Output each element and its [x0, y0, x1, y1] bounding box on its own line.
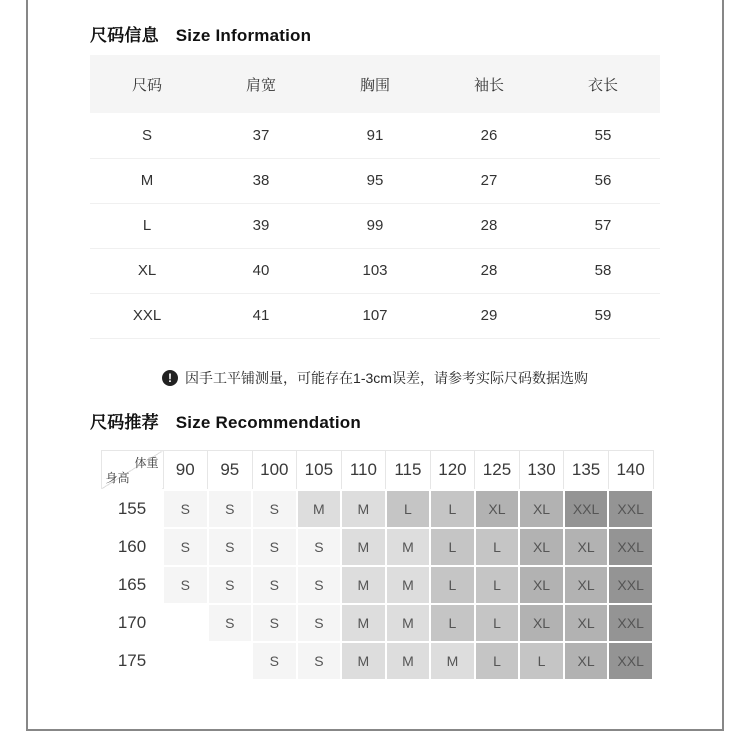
- height-row-header: 175: [101, 642, 163, 680]
- recommended-size-cell: M: [386, 642, 431, 680]
- size-recommendation-header-row: [101, 451, 653, 490]
- info-measure-cell: 107: [318, 293, 432, 338]
- size-recommendation-title-zh: 尺码推荐: [90, 413, 159, 432]
- info-measure-cell: 29: [432, 293, 546, 338]
- recommended-size-cell: S: [208, 566, 253, 604]
- info-column-header: 尺码: [90, 55, 204, 113]
- weight-column-header: 130: [519, 451, 564, 490]
- size-recommendation-table-header: [101, 451, 653, 490]
- recommended-size-cell: XXL: [608, 490, 653, 528]
- recommended-size-cell: M: [341, 642, 386, 680]
- info-size-cell: M: [90, 158, 204, 203]
- recommended-size-cell: L: [386, 490, 431, 528]
- recommended-size-cell: L: [475, 604, 520, 642]
- recommended-size-cell: M: [430, 642, 475, 680]
- height-row-header: 155: [101, 490, 163, 528]
- recommended-size-cell: L: [430, 490, 475, 528]
- weight-column-header: 100: [252, 451, 297, 490]
- recommended-size-cell: L: [475, 566, 520, 604]
- info-measure-cell: 38: [204, 158, 318, 203]
- exclamation-circle-icon: !: [162, 370, 178, 386]
- recommended-size-cell: XL: [519, 604, 564, 642]
- weight-column-header: 135: [564, 451, 609, 490]
- info-measure-cell: 95: [318, 158, 432, 203]
- weight-column-header: 115: [386, 451, 431, 490]
- info-column-header: 胸围: [318, 55, 432, 113]
- info-table-row: [90, 293, 660, 338]
- recommended-size-cell: XL: [564, 528, 609, 566]
- recommendation-row: [101, 604, 653, 642]
- info-measure-cell: 91: [318, 113, 432, 158]
- height-row-header: 160: [101, 528, 163, 566]
- height-row-header: 170: [101, 604, 163, 642]
- info-column-header: 肩宽: [204, 55, 318, 113]
- empty-size-cell: [163, 642, 208, 680]
- info-table-row: [90, 248, 660, 293]
- info-measure-cell: 39: [204, 203, 318, 248]
- recommended-size-cell: XL: [519, 566, 564, 604]
- recommended-size-cell: L: [519, 642, 564, 680]
- recommended-size-cell: S: [163, 528, 208, 566]
- info-measure-cell: 27: [432, 158, 546, 203]
- recommendation-row: [101, 566, 653, 604]
- info-measure-cell: 28: [432, 248, 546, 293]
- info-size-cell: XXL: [90, 293, 204, 338]
- weight-column-header: 90: [163, 451, 208, 490]
- info-measure-cell: 37: [204, 113, 318, 158]
- recommended-size-cell: M: [386, 604, 431, 642]
- recommended-size-cell: S: [208, 490, 253, 528]
- height-row-header: 165: [101, 566, 163, 604]
- size-information-table-header: [90, 55, 660, 113]
- recommended-size-cell: XL: [564, 604, 609, 642]
- recommended-size-cell: XXL: [608, 566, 653, 604]
- recommended-size-cell: L: [430, 566, 475, 604]
- measurement-note-text: 因手工平铺测量，可能存在1-3cm误差，请参考实际尺码数据选购: [185, 370, 588, 386]
- recommended-size-cell: L: [430, 528, 475, 566]
- empty-size-cell: [208, 642, 253, 680]
- recommended-size-cell: XL: [564, 642, 609, 680]
- corner-cell: [101, 451, 163, 490]
- recommended-size-cell: XL: [564, 566, 609, 604]
- info-measure-cell: 26: [432, 113, 546, 158]
- recommended-size-cell: S: [163, 490, 208, 528]
- info-measure-cell: 28: [432, 203, 546, 248]
- recommended-size-cell: S: [297, 642, 342, 680]
- size-information-table-body: [90, 113, 660, 338]
- weight-axis-label: 体重: [134, 456, 159, 470]
- recommended-size-cell: L: [475, 642, 520, 680]
- recommended-size-cell: M: [341, 566, 386, 604]
- recommended-size-cell: S: [252, 528, 297, 566]
- recommended-size-cell: M: [341, 604, 386, 642]
- recommended-size-cell: S: [297, 566, 342, 604]
- recommended-size-cell: XL: [519, 528, 564, 566]
- info-measure-cell: 59: [546, 293, 660, 338]
- recommended-size-cell: M: [297, 490, 342, 528]
- recommended-size-cell: XL: [519, 490, 564, 528]
- size-information-table: [90, 55, 660, 339]
- info-measure-cell: 55: [546, 113, 660, 158]
- recommended-size-cell: XXL: [608, 604, 653, 642]
- recommended-size-cell: S: [208, 528, 253, 566]
- empty-size-cell: [163, 604, 208, 642]
- info-measure-cell: 58: [546, 248, 660, 293]
- weight-column-header: 120: [430, 451, 475, 490]
- info-measure-cell: 56: [546, 158, 660, 203]
- recommended-size-cell: XXL: [564, 490, 609, 528]
- recommended-size-cell: M: [386, 566, 431, 604]
- recommended-size-cell: S: [297, 604, 342, 642]
- info-size-cell: L: [90, 203, 204, 248]
- weight-column-header: 140: [608, 451, 653, 490]
- recommended-size-cell: S: [208, 604, 253, 642]
- size-recommendation-title: [90, 408, 361, 433]
- recommended-size-cell: S: [297, 528, 342, 566]
- recommended-size-cell: L: [475, 528, 520, 566]
- info-table-row: [90, 203, 660, 248]
- weight-column-header: 105: [297, 451, 342, 490]
- measurement-note: [90, 363, 660, 393]
- info-column-header: 袖长: [432, 55, 546, 113]
- info-measure-cell: 57: [546, 203, 660, 248]
- size-recommendation-title-en: Size Recommendation: [175, 413, 361, 432]
- info-column-header: 衣长: [546, 55, 660, 113]
- info-measure-cell: 40: [204, 248, 318, 293]
- recommended-size-cell: S: [163, 566, 208, 604]
- info-measure-cell: 99: [318, 203, 432, 248]
- weight-column-header: 95: [208, 451, 253, 490]
- height-axis-label: 身高: [105, 470, 130, 485]
- size-information-header-row: [90, 55, 660, 113]
- info-measure-cell: 103: [318, 248, 432, 293]
- recommended-size-cell: S: [252, 642, 297, 680]
- info-measure-cell: 41: [204, 293, 318, 338]
- size-information-title-zh: 尺码信息: [90, 26, 159, 45]
- recommendation-row: [101, 642, 653, 680]
- recommended-size-cell: S: [252, 604, 297, 642]
- recommended-size-cell: M: [386, 528, 431, 566]
- weight-column-header: 125: [475, 451, 520, 490]
- recommended-size-cell: M: [341, 528, 386, 566]
- recommended-size-cell: XL: [475, 490, 520, 528]
- info-table-row: [90, 158, 660, 203]
- weight-column-header: 110: [341, 451, 386, 490]
- recommended-size-cell: XXL: [608, 528, 653, 566]
- size-recommendation-table: [100, 450, 654, 681]
- recommended-size-cell: XXL: [608, 642, 653, 680]
- recommendation-row: [101, 528, 653, 566]
- size-information-title: [90, 21, 311, 46]
- info-size-cell: XL: [90, 248, 204, 293]
- recommended-size-cell: S: [252, 566, 297, 604]
- size-information-title-en: Size Information: [175, 26, 312, 45]
- info-size-cell: S: [90, 113, 204, 158]
- size-recommendation-table-body: [101, 490, 653, 680]
- recommended-size-cell: M: [341, 490, 386, 528]
- recommended-size-cell: L: [430, 604, 475, 642]
- recommendation-row: [101, 490, 653, 528]
- info-table-row: [90, 113, 660, 158]
- recommended-size-cell: S: [252, 490, 297, 528]
